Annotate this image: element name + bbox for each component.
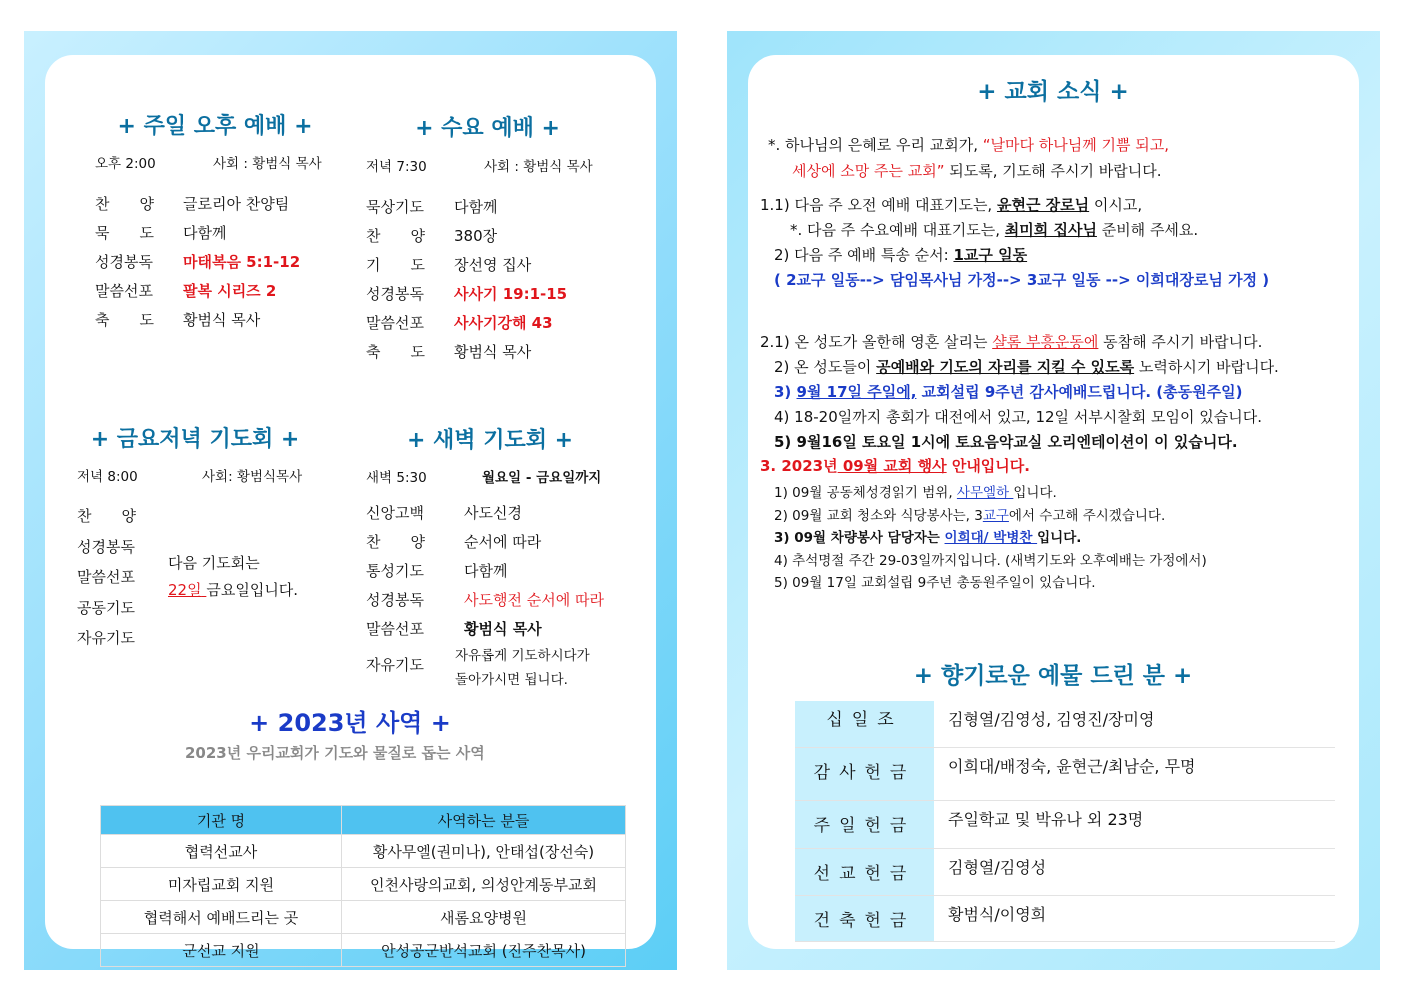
wednesday-row: 찬 양 380장	[366, 227, 498, 245]
wednesday-time: 저녁 7:30	[366, 159, 427, 175]
friday-time: 저녁 8:00	[77, 469, 138, 485]
wednesday-row: 축 도 황범식 목사	[366, 343, 532, 361]
wednesday-title: + 수요 예배 +	[415, 116, 560, 141]
table-row: 군선교 지원 안성공군반석교회 (진주찬목사)	[101, 934, 626, 967]
friday-label: 공동기도	[77, 598, 135, 617]
sunday-row: 축 도 황범식 목사	[95, 311, 261, 329]
friday-label: 찬 양	[77, 507, 136, 525]
offering-title: + 향기로운 예물 드린 분 +	[913, 663, 1193, 689]
offering-table	[795, 701, 1335, 942]
wednesday-host: 사회 : 황범식 목사	[484, 159, 593, 175]
wednesday-row: 묵상기도 다함께	[366, 198, 498, 216]
right-panel	[727, 31, 1380, 970]
sunday-row: 묵 도 다함께	[95, 224, 227, 242]
sunday-order	[95, 190, 300, 335]
news-intro: *. 하나님의 은혜로 우리 교회가, “날마다 하나님께 기쁨 되고, 세상에 소망 주는 교회” 되도록, 기도해 주시기 바랍니다.	[768, 136, 1169, 180]
dawn-row: 성경봉독 사도행전 순서에 따라	[366, 591, 604, 609]
dawn-free-line2: 돌아가시면 됩니다.	[455, 672, 568, 688]
table-row: 협력선교사 황사무엘(권미나), 안태섭(장선숙)	[101, 835, 626, 868]
sunday-host: 사회 : 황범식 목사	[213, 156, 322, 172]
mission-col-org: 기관 명	[101, 806, 342, 835]
dawn-order	[366, 499, 604, 644]
mission-title: + 2023년 사역 +	[249, 709, 451, 737]
dawn-free-line1: 자유롭게 기도하시다가	[455, 648, 590, 664]
dawn-row: 말씀선포 황범식 목사	[366, 620, 542, 638]
friday-notice-line1: 다음 기도회는	[168, 554, 260, 572]
news-section-2: 2.1) 온 성도가 올한해 영혼 살리는 샬롬 부흥운동에 동참해 주시기 바랍니다. 2) 온 성도들이 공예배와 기도의 자리를 지킬 수 있도록 노력하시기 바랍니다. 3) 9월 17일 주일에, 교회설립 9주년 감사예배드립니다. (총동원주일) 4) 18-20일까지 총회가 대전에서 있고, 12일 서부시찰회 모임이 있습니다. 5) 9월16일 토요일 1시에 토요음악교실 오리엔테이션이 이 있습니다.	[760, 333, 1279, 451]
dawn-time: 새벽 5:30	[366, 470, 427, 486]
mission-subtitle: 2023년 우리교회가 기도와 물질로 돕는 사역	[185, 744, 485, 762]
wednesday-row: 기 도 장선영 집사	[366, 256, 532, 274]
mission-header-row	[101, 806, 626, 835]
table-row: 감사헌금 이희대/배정숙, 윤현근/최남순, 무명	[795, 747, 1335, 800]
sunday-row: 찬 양 글로리아 찬양팀	[95, 195, 290, 213]
table-row: 협력해서 예배드리는 곳 새롬요양병원	[101, 901, 626, 934]
table-row: 선교헌금 김형열/김영성	[795, 848, 1335, 895]
sunday-row: 성경봉독 마태복음 5:1-12	[95, 253, 301, 271]
left-card	[45, 55, 656, 960]
friday-label: 성경봉독	[77, 537, 135, 556]
mission-col-people: 사역하는 분들	[342, 806, 626, 835]
friday-order	[77, 501, 136, 654]
sunday-title: + 주일 오후 예배 +	[117, 114, 313, 139]
wednesday-order	[366, 193, 567, 367]
sunday-row: 말씀선포 팔복 시리즈 2	[95, 282, 277, 300]
right-card	[748, 55, 1359, 949]
news-section-3: 1) 09월 공동체성경읽기 범위, 사무엘하 입니다. 2) 09월 교회 청소와 식당봉사는, 3교구에서 수고해 주시겠습니다. 3) 09월 차량봉사 담당자는 이희대/ 박병찬 입니다. 4) 추석명절 주간 29-03일까지입니다. (새벽기도와 오후예배는 가정에서) 5) 09월 17일 교회설립 9주년 총동원주일이 있습니다.	[774, 485, 1207, 591]
friday-title: + 금요저녁 기도회 +	[90, 427, 300, 452]
news-title: + 교회 소식 +	[977, 79, 1129, 105]
table-row: 건축헌금 황범식/이영희	[795, 895, 1335, 941]
table-row: 주일헌금 주일학교 및 박유나 외 23명	[795, 800, 1335, 848]
news-section-1: 1.1) 다음 주 오전 예배 대표기도는, 윤현근 장로님 이시고, *. 다음 주 수요예배 대표기도는, 최미희 집사님 준비해 주세요. 2) 다음 주 예배 특송 순서: 1교구 일동 ( 2교구 일동--> 담임목사님 가정--> 3교구 일동 --> 이희대장로님 가정 )	[760, 196, 1270, 289]
mission-table	[100, 805, 626, 967]
table-row: 미자립교회 지원 인천사랑의교회, 의성안계동부교회	[101, 868, 626, 901]
friday-label: 자유기도	[77, 629, 135, 647]
dawn-row: 찬 양 순서에 따라	[366, 533, 542, 551]
dawn-row: 신앙고백 사도신경	[366, 504, 522, 522]
wednesday-row: 성경봉독 사사기 19:1-15	[366, 285, 568, 303]
news-section-3-title: 3. 2023년 09월 교회 행사 안내입니다.	[760, 457, 1030, 475]
table-row: 십일조 김형열/김영성, 김영진/장미영	[795, 701, 1335, 747]
friday-host: 사회: 황범식목사	[202, 469, 303, 485]
dawn-row: 통성기도 다함께	[366, 562, 508, 580]
left-panel	[24, 31, 677, 970]
dawn-free-label: 자유기도	[366, 656, 424, 674]
dawn-title: + 새벽 기도회 +	[406, 428, 574, 453]
friday-notice-line2: 22일 금요일입니다.	[168, 581, 299, 599]
wednesday-row: 말씀선포 사사기강해 43	[366, 314, 553, 332]
friday-label: 말씀선포	[77, 568, 135, 586]
dawn-days: 월요일 - 금요일까지	[482, 470, 602, 486]
sunday-time: 오후 2:00	[95, 156, 156, 172]
